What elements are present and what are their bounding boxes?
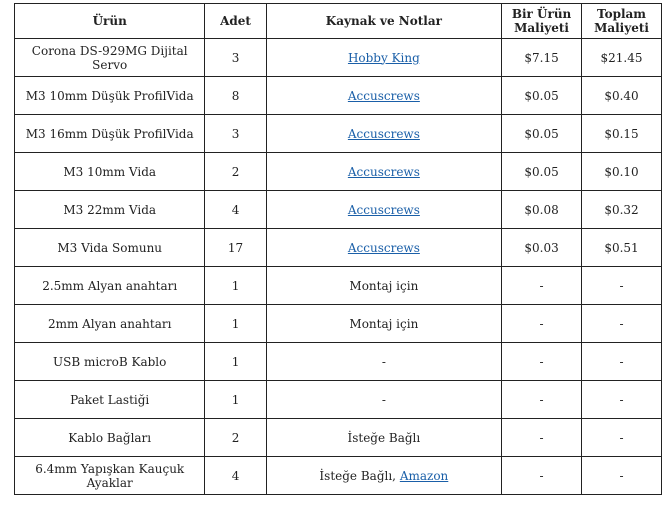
cell-total-cost: - <box>582 267 662 305</box>
cell-total-cost: $0.32 <box>582 191 662 229</box>
cell-item: 2.5mm Alyan anahtarı <box>15 267 205 305</box>
cell-item: 6.4mm Yapışkan Kauçuk Ayaklar <box>15 457 205 495</box>
cell-item: M3 Vida Somunu <box>15 229 205 267</box>
cell-qty: 3 <box>205 115 266 153</box>
source-note: İsteğe Bağlı <box>347 430 421 445</box>
header-total-cost-line2: Maliyeti <box>594 21 649 35</box>
table-row <box>15 457 662 495</box>
source-link[interactable]: Accuscrews <box>347 88 420 103</box>
cell-total-cost: $0.10 <box>582 153 662 191</box>
cell-source <box>266 229 501 267</box>
cell-source <box>266 115 501 153</box>
cell-total-cost: - <box>582 343 662 381</box>
header-total-cost-line1: Toplam <box>597 7 646 21</box>
cell-qty: 2 <box>205 419 266 457</box>
cell-unit-cost: $0.05 <box>502 115 582 153</box>
cell-qty: 8 <box>205 77 266 115</box>
cell-item: Corona DS-929MG Dijital Servo <box>15 39 205 77</box>
source-link[interactable]: Accuscrews <box>347 202 420 217</box>
table-row <box>15 191 662 229</box>
source-note: - <box>381 354 386 369</box>
cell-source <box>266 39 501 77</box>
source-link[interactable]: Accuscrews <box>347 240 420 255</box>
table-row <box>15 39 662 77</box>
header-qty: Adet <box>205 4 266 39</box>
cell-total-cost: $0.40 <box>582 77 662 115</box>
cell-total-cost: - <box>582 457 662 495</box>
table-row <box>15 229 662 267</box>
table-row <box>15 77 662 115</box>
cell-source <box>266 77 501 115</box>
header-unit-cost <box>502 4 582 39</box>
cell-source <box>266 191 501 229</box>
cell-item: M3 22mm Vida <box>15 191 205 229</box>
header-item: Ürün <box>15 4 205 39</box>
cell-source <box>266 381 501 419</box>
cell-item: M3 10mm Vida <box>15 153 205 191</box>
cell-unit-cost: - <box>502 381 582 419</box>
source-note: İsteğe Bağlı, <box>319 468 400 483</box>
cell-qty: 17 <box>205 229 266 267</box>
cell-total-cost: $0.15 <box>582 115 662 153</box>
cell-qty: 1 <box>205 267 266 305</box>
cell-qty: 4 <box>205 191 266 229</box>
source-note: Montaj için <box>349 316 419 331</box>
cell-item: USB microB Kablo <box>15 343 205 381</box>
header-source: Kaynak ve Notlar <box>266 4 501 39</box>
cell-qty: 3 <box>205 39 266 77</box>
cell-total-cost: $21.45 <box>582 39 662 77</box>
cell-total-cost: - <box>582 419 662 457</box>
cell-unit-cost: $0.05 <box>502 153 582 191</box>
table-row <box>15 115 662 153</box>
cell-item: Paket Lastiği <box>15 381 205 419</box>
cell-unit-cost: - <box>502 343 582 381</box>
source-link[interactable]: Accuscrews <box>347 164 420 179</box>
source-link[interactable]: Accuscrews <box>347 126 420 141</box>
cell-unit-cost: $0.03 <box>502 229 582 267</box>
cell-source <box>266 153 501 191</box>
table-row <box>15 419 662 457</box>
table-header-row <box>15 4 662 39</box>
cell-unit-cost: $7.15 <box>502 39 582 77</box>
cell-qty: 1 <box>205 381 266 419</box>
cell-total-cost: - <box>582 381 662 419</box>
source-link[interactable]: Amazon <box>399 468 449 483</box>
cell-unit-cost: $0.08 <box>502 191 582 229</box>
table-row <box>15 267 662 305</box>
header-unit-cost-line1: Bir Ürün <box>511 7 572 21</box>
cell-total-cost: $0.51 <box>582 229 662 267</box>
table-row <box>15 381 662 419</box>
header-unit-cost-line2: Maliyeti <box>514 21 569 35</box>
cell-unit-cost: - <box>502 305 582 343</box>
cell-qty: 2 <box>205 153 266 191</box>
parts-table-container <box>14 3 662 495</box>
cell-total-cost: - <box>582 305 662 343</box>
table-body <box>15 39 662 495</box>
cell-item: M3 10mm Düşük ProfilVida <box>15 77 205 115</box>
cell-source <box>266 267 501 305</box>
cell-unit-cost: - <box>502 267 582 305</box>
cell-source <box>266 343 501 381</box>
cell-qty: 1 <box>205 305 266 343</box>
source-note: Montaj için <box>349 278 419 293</box>
cell-source <box>266 419 501 457</box>
cell-item: 2mm Alyan anahtarı <box>15 305 205 343</box>
cell-unit-cost: - <box>502 457 582 495</box>
cell-item: M3 16mm Düşük ProfilVida <box>15 115 205 153</box>
cell-unit-cost: - <box>502 419 582 457</box>
cell-qty: 4 <box>205 457 266 495</box>
header-total-cost <box>582 4 662 39</box>
table-row <box>15 153 662 191</box>
cell-source <box>266 457 501 495</box>
source-link[interactable]: Hobby King <box>347 50 420 65</box>
cell-item: Kablo Bağları <box>15 419 205 457</box>
cell-unit-cost: $0.05 <box>502 77 582 115</box>
source-note: - <box>381 392 386 407</box>
cell-source <box>266 305 501 343</box>
table-row <box>15 343 662 381</box>
cell-qty: 1 <box>205 343 266 381</box>
parts-table <box>14 3 662 495</box>
table-row <box>15 305 662 343</box>
